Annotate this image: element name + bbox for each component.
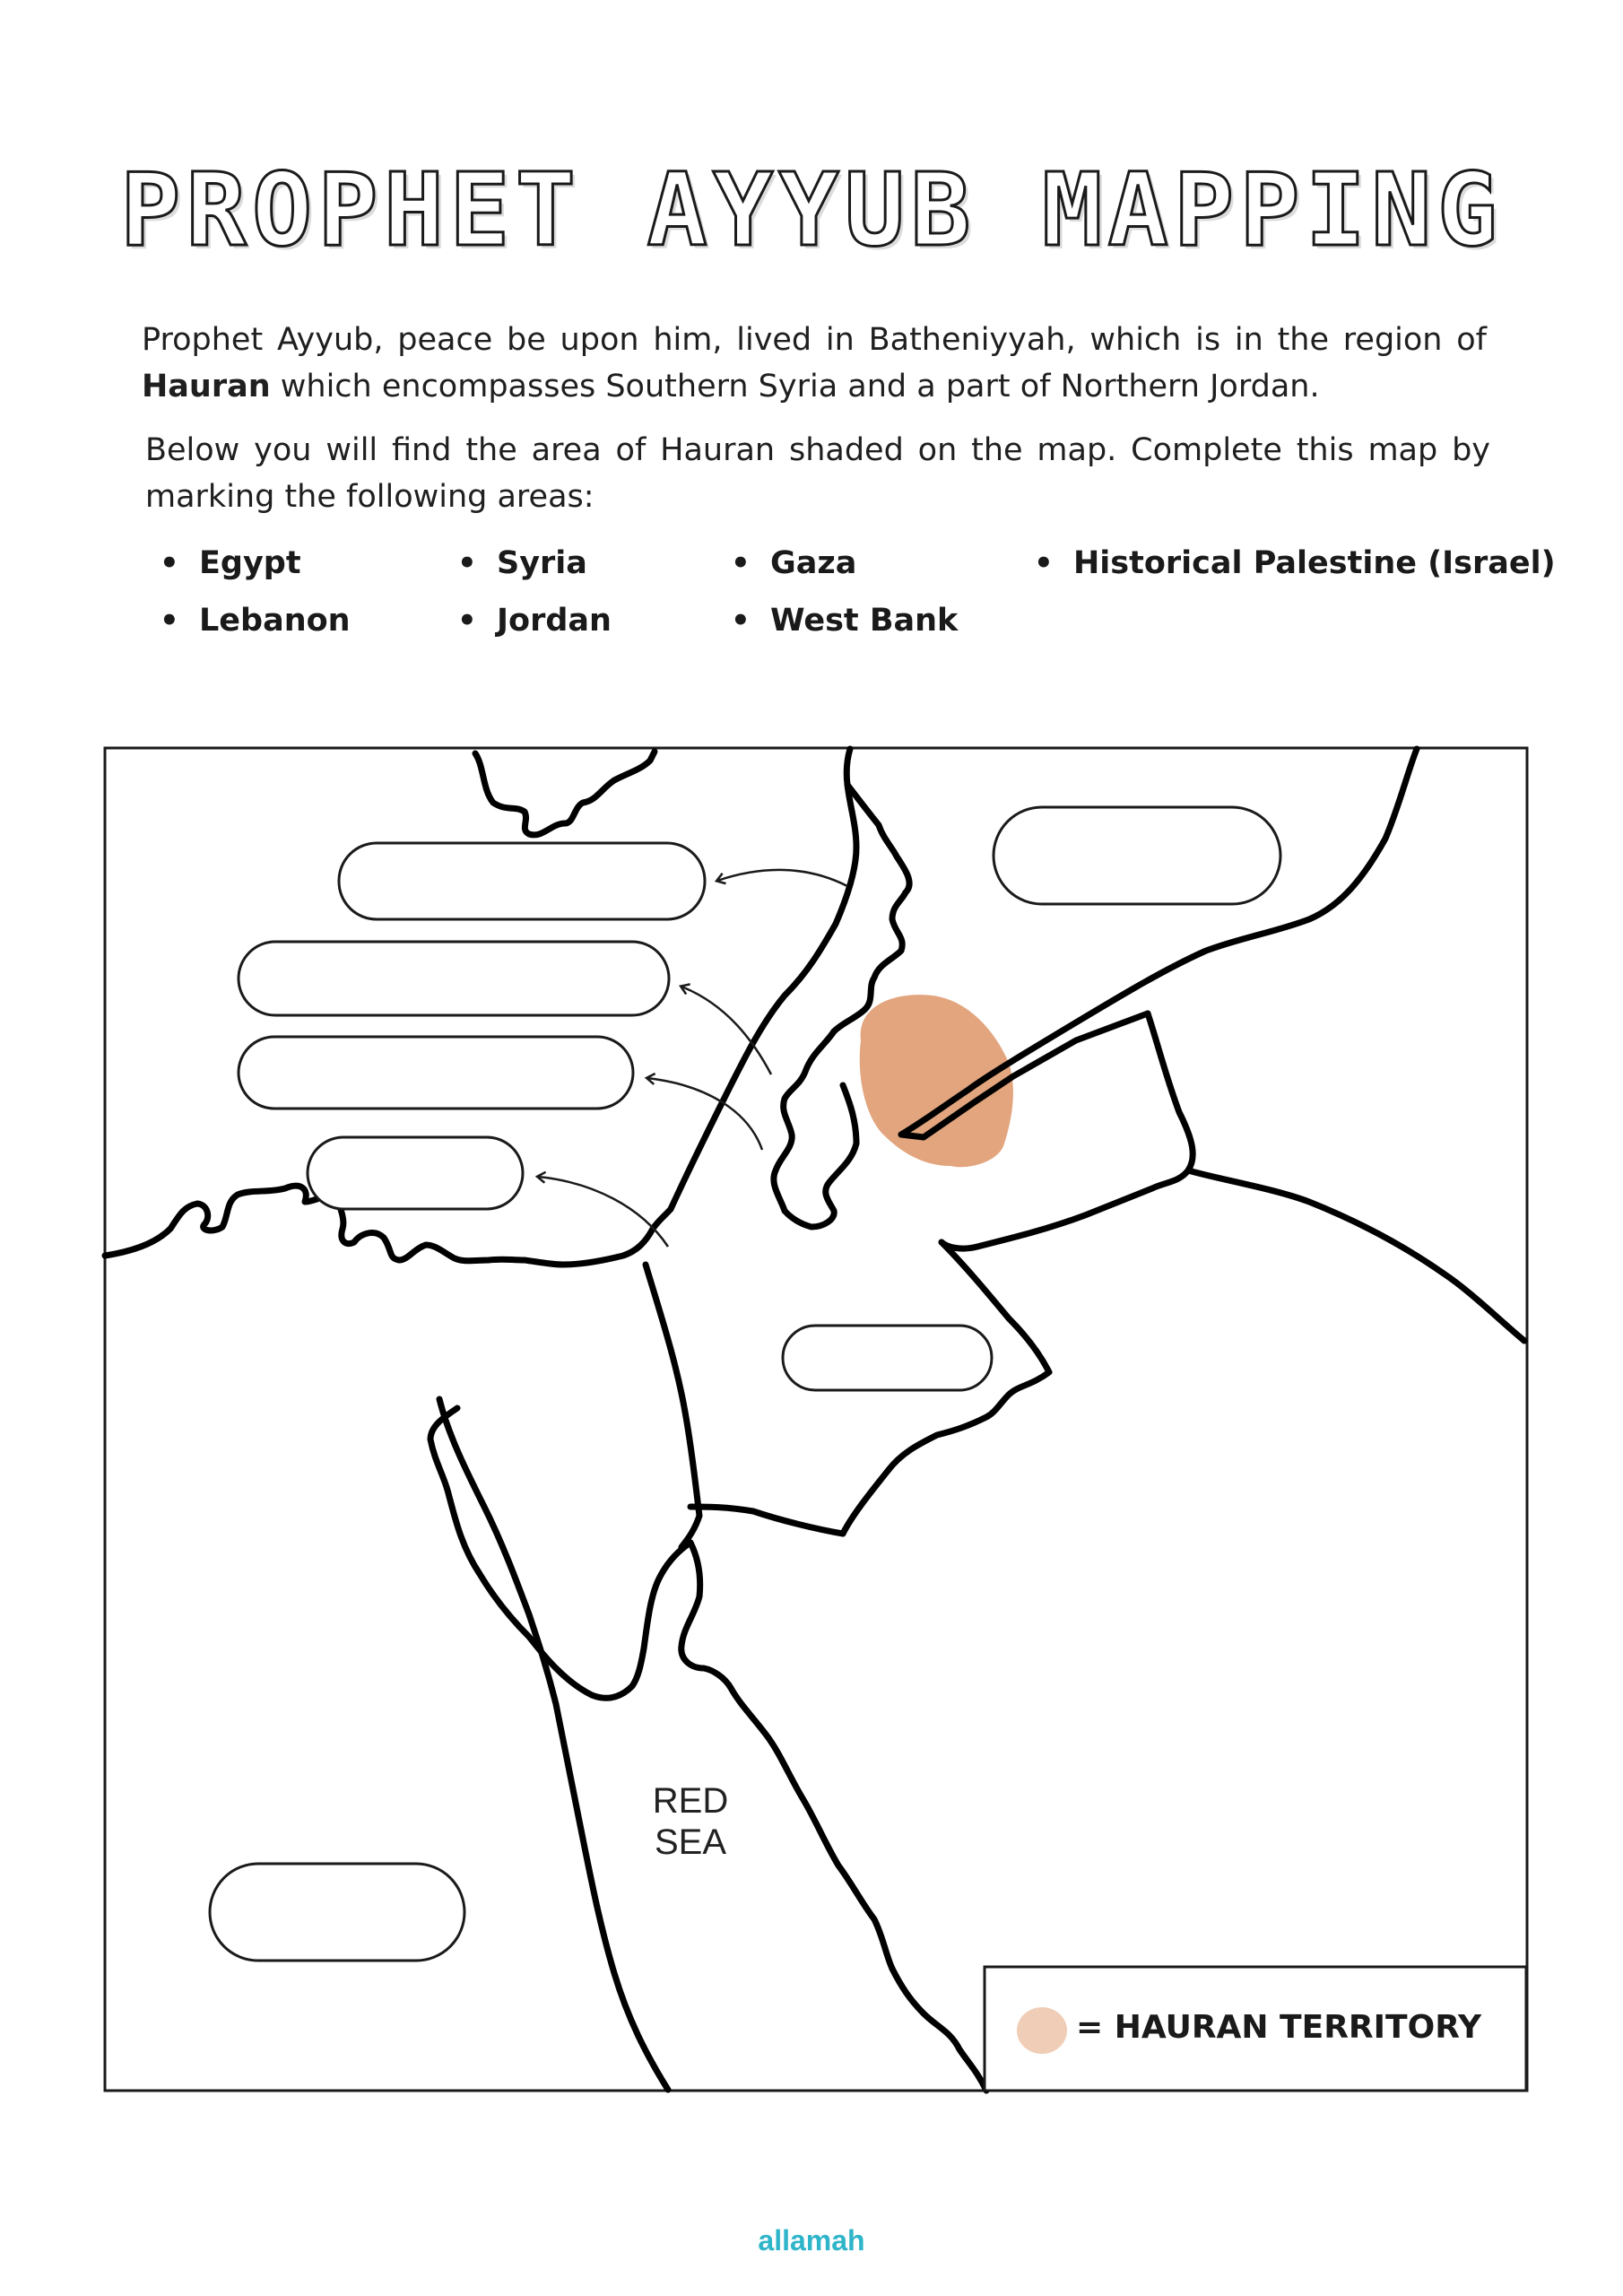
legend-text: = HAURAN TERRITORY [1076,2009,1482,2046]
cyprus-coast [475,752,655,835]
answer-bubble-7[interactable] [210,1864,464,1961]
list-item-historical-palestine: • Historical Palestine (Israel) [1034,545,1556,581]
answer-bubble-3[interactable] [239,1037,633,1109]
answer-bubble-4[interactable] [308,1137,523,1209]
answer-bubble-6[interactable] [783,1326,992,1390]
red-sea-label-line1: RED [652,1781,729,1821]
list-item-west-bank: • West Bank [731,603,958,639]
answer-bubble-1[interactable] [339,843,705,919]
red-sea-east-coast [892,1969,986,2091]
answer-bubble-2[interactable] [239,942,669,1015]
gulf-of-suez [430,1408,690,1698]
red-sea-west-coast [439,1399,668,2090]
intro-text-start: Prophet Ayyub, peace be upon him, lived in Batheniyyah, which is in the region of [142,322,1487,358]
list-item-lebanon: • Lebanon [160,603,351,639]
list-item-gaza: • Gaza [731,545,856,581]
saudi-northern-border [1188,1170,1524,1341]
saudi-jordan-border [690,1507,843,1534]
intro-text-end: which encompasses Southern Syria and a part of Northern Jordan. [280,369,1320,404]
hauran-bold: Hauran [142,369,271,404]
list-item-egypt: • Egypt [160,545,301,581]
dead-sea-valley [785,1085,856,1227]
brand-logo: allamah [758,2224,865,2257]
red-sea-label-line2: SEA [654,1822,727,1862]
red-sea-label [628,1780,753,1863]
instructions-paragraph: Below you will find the area of Hauran shaded on the map. Complete this map by marking the following areas: [145,432,1490,515]
list-item-syria: • Syria [457,545,587,581]
legend-swatch [1017,2007,1067,2054]
answer-bubble-5[interactable] [994,807,1280,904]
arrow-1 [717,870,847,886]
levant-coast [671,749,856,1209]
page-title: PROPHET AYYUB MAPPING [119,152,1504,269]
hauran-territory [860,995,1013,1167]
gulf-of-aqaba [681,1543,892,1969]
list-item-jordan: • Jordan [457,603,612,639]
